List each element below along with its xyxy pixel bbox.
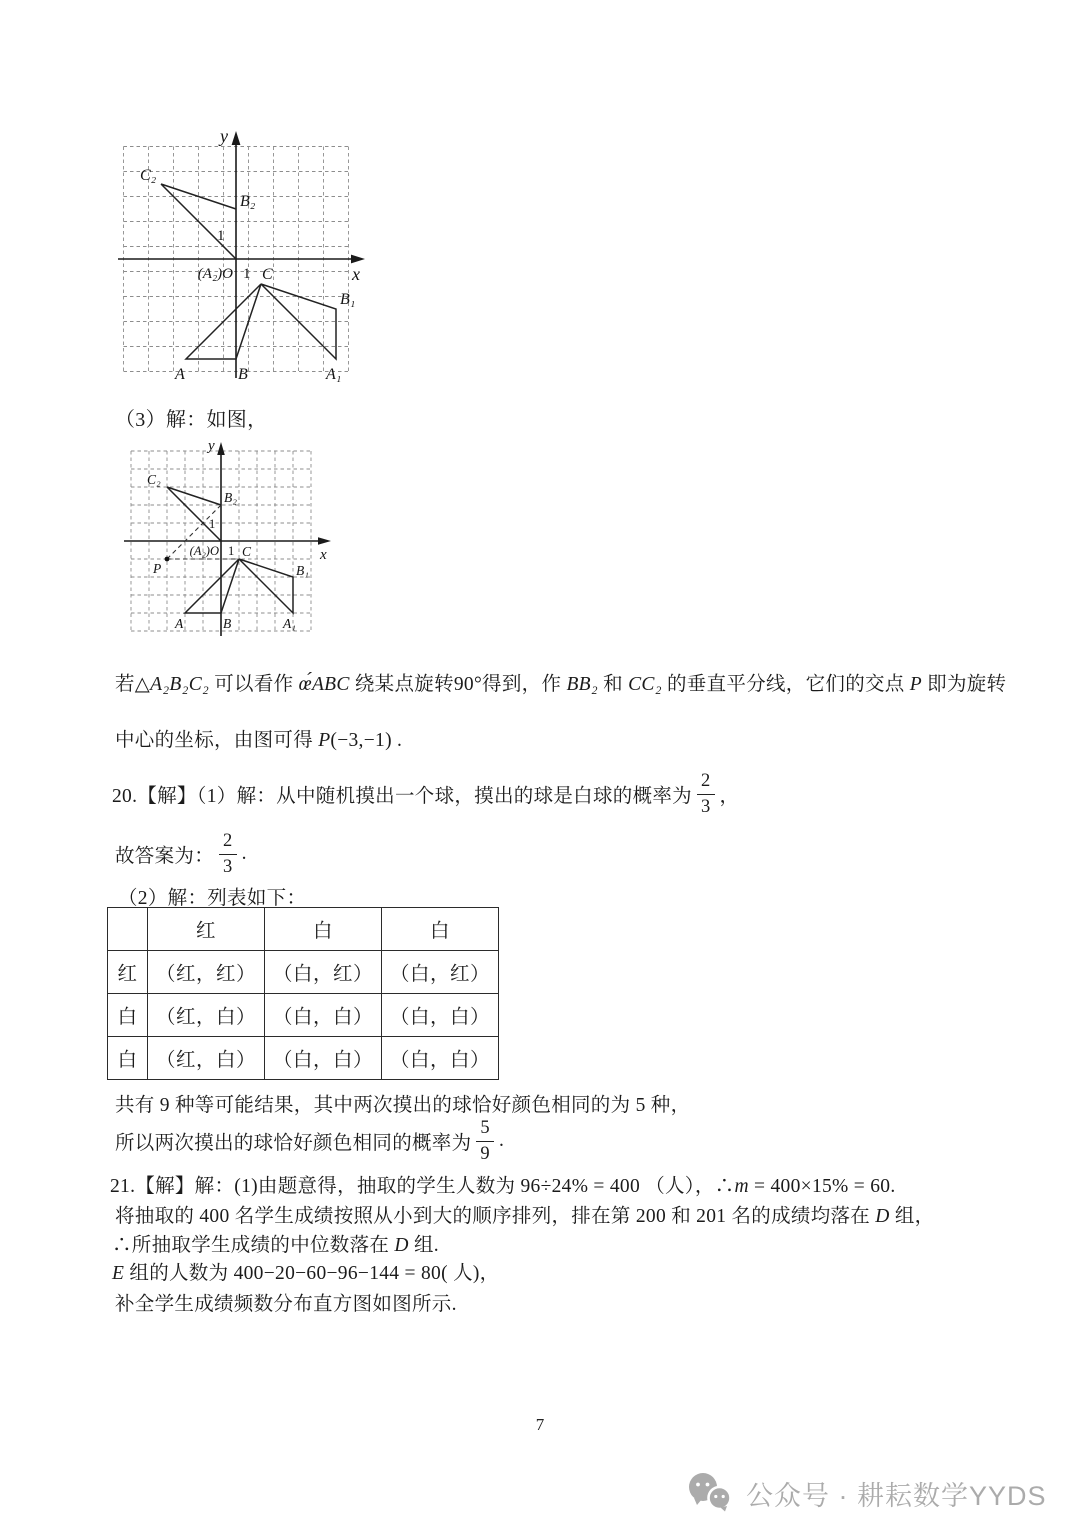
- triangle-A2B2C2: [167, 487, 221, 541]
- x-axis-arrow: [318, 537, 331, 545]
- text: 21.【解】解：(1)由题意得，抽取的学生人数为 96÷24% = 400 （人），∴: [110, 1176, 735, 1197]
- cell: （白，白）: [382, 994, 499, 1037]
- triangle-A1B1C1: [239, 559, 293, 613]
- point-label-C2: C₂: [147, 472, 161, 487]
- math-ABC: œ́ABC: [298, 674, 350, 695]
- cell: （红，白）: [148, 1037, 265, 1080]
- probability-table: [107, 907, 499, 1080]
- numerator: 2: [219, 832, 237, 855]
- header-cell: [108, 908, 148, 951]
- point-label-A1: A₁: [283, 616, 296, 631]
- row-header: 红: [108, 951, 148, 994]
- point-label-B2: B₂: [224, 490, 237, 505]
- part3-heading: （3）解：如图，: [115, 409, 268, 431]
- math-P: P: [318, 730, 331, 751]
- text: 的垂直平分线，它们的交点: [661, 674, 910, 695]
- cell: （红，红）: [148, 951, 265, 994]
- y-axis-label: y: [208, 438, 215, 454]
- math-m: m: [734, 1176, 749, 1197]
- coordinate-grid-figure-2: [116, 438, 344, 646]
- cell: （白，红）: [382, 951, 499, 994]
- rotation-center-point-P: [165, 557, 170, 562]
- header-cell: 白: [382, 908, 499, 951]
- fraction-5-9: [476, 1119, 494, 1163]
- point-label-C: C: [262, 266, 273, 283]
- text: 和: [597, 674, 629, 695]
- text: 故答案为：: [115, 846, 215, 867]
- point-label-B2: B₂: [240, 193, 256, 210]
- point-label-B: B: [238, 366, 248, 383]
- cell: （红，白）: [148, 994, 265, 1037]
- text: 组，: [889, 1206, 935, 1227]
- text: 组.: [408, 1235, 439, 1256]
- point-label-B1: B₁: [340, 291, 356, 308]
- math-P: P: [909, 674, 922, 695]
- cell: （白，白）: [265, 994, 382, 1037]
- fraction-2-3: [219, 832, 237, 876]
- rotation-text-line-1: [115, 668, 1006, 696]
- text: 将抽取的 400 名学生成绩按照从小到大的顺序排列，排在第 200 和 201 名的成绩均落在: [115, 1206, 876, 1227]
- sol20-probability-line: [115, 1115, 504, 1167]
- sol20-answer-line: [115, 828, 247, 880]
- y-tick-1: 1: [217, 228, 225, 244]
- text: 可以看作: [209, 674, 299, 695]
- cell: （白，红）: [265, 951, 382, 994]
- point-label-P: P: [153, 561, 162, 576]
- x-axis-arrow: [351, 255, 365, 264]
- sol21-line-1: [110, 1170, 896, 1198]
- origin-label: (A₂)O: [197, 266, 233, 282]
- footer-watermark: [686, 1472, 1047, 1514]
- footer-brand-text: 公众号 · 耕耘数学YYDS: [746, 1480, 1047, 1511]
- text: 20.【解】（1）解：从中随机摸出一个球，摸出的球是白球的概率为: [112, 786, 692, 807]
- rotation-text-line-2: [115, 724, 402, 752]
- point-label-A1: A₁: [326, 366, 342, 383]
- text: ∴所抽取学生成绩的中位数落在: [112, 1235, 395, 1256]
- row-header: 白: [108, 994, 148, 1037]
- text: 即为旋转: [921, 674, 1007, 695]
- math-A2B2C2: A₂B₂C₂: [150, 674, 210, 695]
- sol20-outcomes-line: 共有 9 种等可能结果，其中两次摸出的球恰好颜色相同的为 5 种，: [115, 1095, 691, 1116]
- sol21-line-3: [112, 1229, 439, 1257]
- triangle-A1B1C1: [261, 284, 336, 359]
- wechat-icon: [686, 1472, 736, 1514]
- sol20-part2-heading: （2）解：列表如下：: [118, 888, 307, 909]
- table-header-row: [108, 908, 499, 951]
- header-cell: 白: [265, 908, 382, 951]
- table-row: [108, 1037, 499, 1080]
- point-label-B: B: [223, 616, 232, 631]
- row-header: 白: [108, 1037, 148, 1080]
- sol21-line-5: 补全学生成绩频数分布直方图如图所示.: [115, 1294, 457, 1315]
- table-row: [108, 951, 499, 994]
- cell: （白，白）: [382, 1037, 499, 1080]
- math-E: E: [112, 1263, 125, 1284]
- text: 中心的坐标，由图可得: [115, 730, 319, 751]
- y-axis-label: y: [220, 126, 228, 146]
- text: 所以两次摸出的球恰好颜色相同的概率为: [115, 1133, 472, 1154]
- text: .: [241, 843, 247, 864]
- origin-label: (A₂)O: [189, 544, 219, 558]
- fraction-2-3: [697, 772, 715, 816]
- triangle-ABC: [185, 559, 239, 613]
- math-coords: (−3,−1): [330, 730, 392, 751]
- point-label-A: A: [175, 616, 184, 631]
- text: = 400×15% = 60.: [748, 1176, 896, 1197]
- denominator: 9: [480, 1143, 490, 1164]
- point-label-C2: C₂: [140, 167, 157, 184]
- sol21-line-2: [115, 1200, 934, 1228]
- point-label-A: A: [175, 366, 185, 383]
- point-label-C: C: [242, 544, 252, 559]
- x-tick-1: 1: [243, 266, 251, 282]
- numerator: 2: [697, 772, 715, 795]
- math-D: D: [394, 1235, 409, 1256]
- point-label-B1: B₁: [296, 563, 309, 578]
- y-axis-arrow: [232, 131, 241, 145]
- x-axis-label: x: [320, 547, 327, 563]
- numerator: 5: [476, 1119, 494, 1142]
- y-tick-1: 1: [209, 517, 216, 531]
- text: 若△: [115, 674, 151, 695]
- math-D: D: [875, 1206, 890, 1227]
- x-axis-label: x: [352, 264, 360, 284]
- text: ，: [719, 786, 740, 807]
- y-axis-arrow: [217, 442, 225, 455]
- x-tick-1: 1: [228, 544, 235, 558]
- coordinate-grid-figure-1: [106, 126, 372, 398]
- text: 组的人数为 400−20−60−96−144 = 80( 人)，: [124, 1263, 500, 1284]
- text: 绕某点旋转90°得到，作: [349, 674, 567, 695]
- text: .: [391, 730, 403, 751]
- table-row: [108, 994, 499, 1037]
- cell: （白，白）: [265, 1037, 382, 1080]
- denominator: 3: [700, 796, 711, 817]
- text: .: [498, 1130, 505, 1151]
- page-number: 7: [535, 1415, 545, 1434]
- sol20-line-1: [112, 768, 739, 820]
- math-BB2: BB₂: [566, 674, 598, 695]
- math-CC2: CC₂: [628, 674, 662, 695]
- denominator: 3: [223, 856, 233, 877]
- sol21-line-4: [112, 1257, 499, 1285]
- header-cell: 红: [148, 908, 265, 951]
